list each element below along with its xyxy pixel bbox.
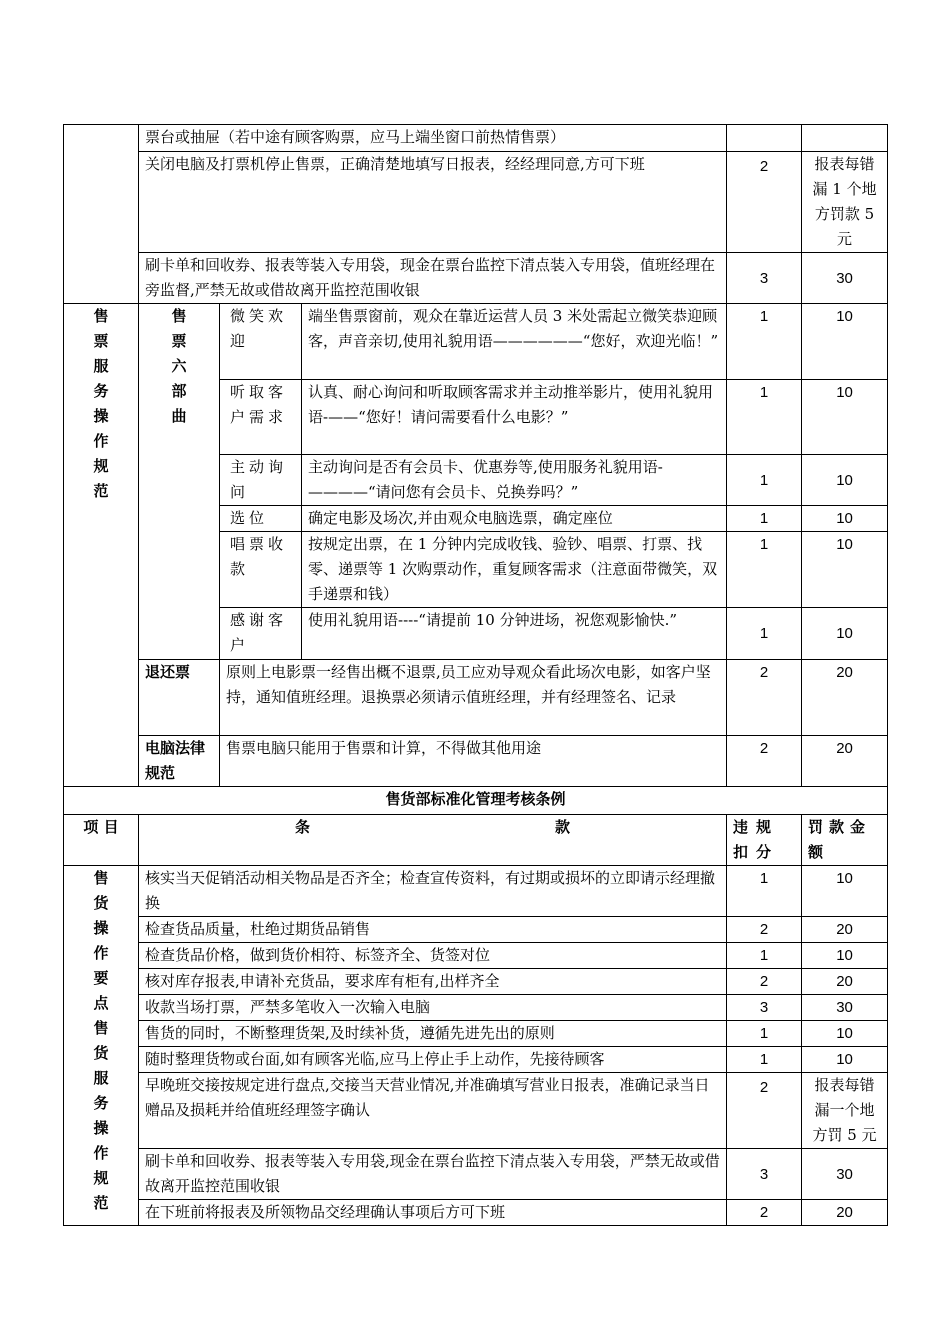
step-name: 唱票收款 xyxy=(220,532,302,608)
step-name: 感谢客户 xyxy=(220,608,302,660)
clause-cell: 售票电脑只能用于售票和计算，不得做其他用途 xyxy=(220,736,727,787)
fine-cell: 报表每错漏一个地方罚 5 元 xyxy=(802,1073,888,1149)
category-ticket-service xyxy=(64,304,139,787)
category-char: 售 xyxy=(171,307,187,325)
step-name: 微笑欢迎 xyxy=(220,304,302,380)
category-char: 作 xyxy=(93,944,109,962)
points-cell: 1 xyxy=(727,455,802,506)
clause-cell: 刷卡单和回收券、报表等装入专用袋,现金在票台监控下清点装入专用袋，严禁无故或借故离开监控范围收银 xyxy=(139,1149,727,1200)
clause-cell: 使用礼貌用语----“请提前 10 分钟进场，祝您观影愉快.” xyxy=(302,608,727,660)
category-char: 售 xyxy=(93,869,109,887)
step-name: 选位 xyxy=(220,506,302,532)
clause-cell: 关闭电脑及打票机停止售票，正确清楚地填写日报表，经经理同意,方可下班 xyxy=(139,152,727,253)
points-cell: 3 xyxy=(727,1149,802,1200)
fine-cell: 30 xyxy=(802,995,888,1021)
fine-cell: 20 xyxy=(802,969,888,995)
header-points: 违规扣分 xyxy=(727,815,802,866)
points-cell: 2 xyxy=(727,1073,802,1149)
clause-cell: 检查货品价格，做到货价相符、标签齐全、货签对位 xyxy=(139,943,727,969)
category-char: 规 xyxy=(93,1169,109,1187)
category-label xyxy=(64,866,138,1216)
empty-category-cell xyxy=(64,125,139,304)
points-cell: 3 xyxy=(727,995,802,1021)
fine-cell: 10 xyxy=(802,1047,888,1073)
clause-cell: 售货的同时，不断整理货架,及时续补货，遵循先进先出的原则 xyxy=(139,1021,727,1047)
subcategory-six-steps xyxy=(139,304,220,660)
category-goods-service xyxy=(64,866,139,1226)
table-row xyxy=(64,787,888,815)
table-row xyxy=(64,125,888,152)
clause-cell: 核实当天促销活动相关物品是否齐全；检查宣传资料，有过期或损坏的立即请示经理撤换 xyxy=(139,866,727,917)
computer-rule-label: 电脑法律规范 xyxy=(139,736,220,787)
table-row xyxy=(64,866,888,917)
table-row xyxy=(64,253,888,304)
fine-cell xyxy=(802,125,888,152)
clause-cell: 收款当场打票，严禁多笔收入一次输入电脑 xyxy=(139,995,727,1021)
points-cell: 2 xyxy=(727,1200,802,1226)
category-char: 操 xyxy=(93,919,109,937)
fine-cell: 20 xyxy=(802,660,888,736)
clause-cell: 在下班前将报表及所领物品交经理确认事项后方可下班 xyxy=(139,1200,727,1226)
clause-cell: 主动询问是否有会员卡、优惠券等,使用服务礼貌用语-————“请问您有会员卡、兑换券吗？” xyxy=(302,455,727,506)
points-cell: 2 xyxy=(727,660,802,736)
category-char: 货 xyxy=(93,894,109,912)
clause-cell: 核对库存报表,申请补充货品，要求库有柜有,出样齐全 xyxy=(139,969,727,995)
fine-cell: 10 xyxy=(802,608,888,660)
fine-cell: 10 xyxy=(802,506,888,532)
header-row xyxy=(64,815,888,866)
header-clause-left: 条 xyxy=(295,818,311,836)
table-row xyxy=(64,995,888,1021)
category-char: 服 xyxy=(93,1069,109,1087)
table-row xyxy=(64,152,888,253)
category-char: 货 xyxy=(93,1044,109,1062)
assessment-table xyxy=(63,124,888,1226)
step-name: 听取客户需求 xyxy=(220,380,302,455)
category-label xyxy=(64,304,138,504)
category-char: 操 xyxy=(93,1119,109,1137)
table-row xyxy=(64,1047,888,1073)
points-cell: 1 xyxy=(727,1021,802,1047)
fine-cell: 10 xyxy=(802,532,888,608)
clause-cell: 检查货品质量，杜绝过期货品销售 xyxy=(139,917,727,943)
category-char: 务 xyxy=(93,1094,109,1112)
table-row xyxy=(64,1149,888,1200)
category-char: 点 xyxy=(93,994,109,1012)
fine-cell: 30 xyxy=(802,1149,888,1200)
points-cell: 2 xyxy=(727,969,802,995)
table-row xyxy=(64,1200,888,1226)
header-fine: 罚款金额 xyxy=(802,815,888,866)
points-cell: 1 xyxy=(727,304,802,380)
category-char: 操 xyxy=(93,407,109,425)
clause-cell: 认真、耐心询问和听取顾客需求并主动推举影片，使用礼貌用语-——“您好！请问需要看什么电影？” xyxy=(302,380,727,455)
points-cell: 2 xyxy=(727,152,802,253)
category-char: 曲 xyxy=(171,407,187,425)
category-char: 票 xyxy=(93,332,109,350)
table-row xyxy=(64,943,888,969)
category-char: 售 xyxy=(93,307,109,325)
table-row xyxy=(64,1021,888,1047)
category-char: 范 xyxy=(93,482,109,500)
table-row xyxy=(64,304,888,380)
fine-cell: 10 xyxy=(802,455,888,506)
points-cell: 1 xyxy=(727,608,802,660)
fine-cell: 20 xyxy=(802,1200,888,1226)
category-char: 票 xyxy=(171,332,187,350)
fine-cell: 10 xyxy=(802,304,888,380)
clause-cell: 按规定出票，在 1 分钟内完成收钱、验钞、唱票、打票、找零、递票等 1 次购票动作，重复顾客需求（注意面带微笑，双手递票和钱） xyxy=(302,532,727,608)
fine-cell: 30 xyxy=(802,253,888,304)
header-clause-right: 款 xyxy=(555,818,571,836)
points-cell: 1 xyxy=(727,506,802,532)
header-clause xyxy=(139,815,727,866)
points-cell: 1 xyxy=(727,1047,802,1073)
table-row xyxy=(64,736,888,787)
category-char: 部 xyxy=(171,382,187,400)
step-name: 主动询问 xyxy=(220,455,302,506)
points-cell: 2 xyxy=(727,917,802,943)
header-item: 项 目 xyxy=(64,815,139,866)
fine-cell: 20 xyxy=(802,917,888,943)
category-char: 务 xyxy=(93,382,109,400)
points-cell: 1 xyxy=(727,532,802,608)
category-char: 售 xyxy=(93,1019,109,1037)
fine-cell: 10 xyxy=(802,1021,888,1047)
clause-cell: 早晚班交接按规定进行盘点,交接当天营业情况,并准确填写营业日报表，准确记录当日赠品及损耗并给值班经理签字确认 xyxy=(139,1073,727,1149)
fine-cell: 10 xyxy=(802,943,888,969)
category-char: 规 xyxy=(93,457,109,475)
subcategory-label xyxy=(139,304,219,429)
clause-cell: 刷卡单和回收券、报表等装入专用袋，现金在票台监控下清点装入专用袋，值班经理在旁监督,严禁无故或借故离开监控范围收银 xyxy=(139,253,727,304)
table-row xyxy=(64,917,888,943)
clause-cell: 随时整理货物或台面,如有顾客光临,应马上停止手上动作，先接待顾客 xyxy=(139,1047,727,1073)
clause-cell: 原则上电影票一经售出概不退票,员工应劝导观众看此场次电影，如客户坚持，通知值班经理。退换票必须请示值班经理，并有经理签名、记录 xyxy=(220,660,727,736)
points-cell: 1 xyxy=(727,943,802,969)
points-cell xyxy=(727,125,802,152)
points-cell: 1 xyxy=(727,866,802,917)
category-char: 范 xyxy=(93,1194,109,1212)
table-row xyxy=(64,1073,888,1149)
clause-cell: 确定电影及场次,并由观众电脑选票，确定座位 xyxy=(302,506,727,532)
table-row xyxy=(64,660,888,736)
fine-cell: 报表每错漏 1 个地方罚款 5 元 xyxy=(802,152,888,253)
clause-cell: 端坐售票窗前，观众在靠近运营人员 3 米处需起立微笑恭迎顾客，声音亲切,使用礼貌用语——————“您好，欢迎光临！” xyxy=(302,304,727,380)
fine-cell: 10 xyxy=(802,866,888,917)
category-char: 作 xyxy=(93,432,109,450)
points-cell: 2 xyxy=(727,736,802,787)
points-cell: 3 xyxy=(727,253,802,304)
fine-cell: 20 xyxy=(802,736,888,787)
category-char: 作 xyxy=(93,1144,109,1162)
clause-cell: 票台或抽屉（若中途有顾客购票，应马上端坐窗口前热情售票） xyxy=(139,125,727,152)
category-char: 六 xyxy=(171,357,187,375)
points-cell: 1 xyxy=(727,380,802,455)
table-row xyxy=(64,969,888,995)
section-title: 售货部标准化管理考核条例 xyxy=(64,787,888,815)
refund-label: 退还票 xyxy=(139,660,220,736)
fine-cell: 10 xyxy=(802,380,888,455)
category-char: 服 xyxy=(93,357,109,375)
category-char: 要 xyxy=(93,969,109,987)
